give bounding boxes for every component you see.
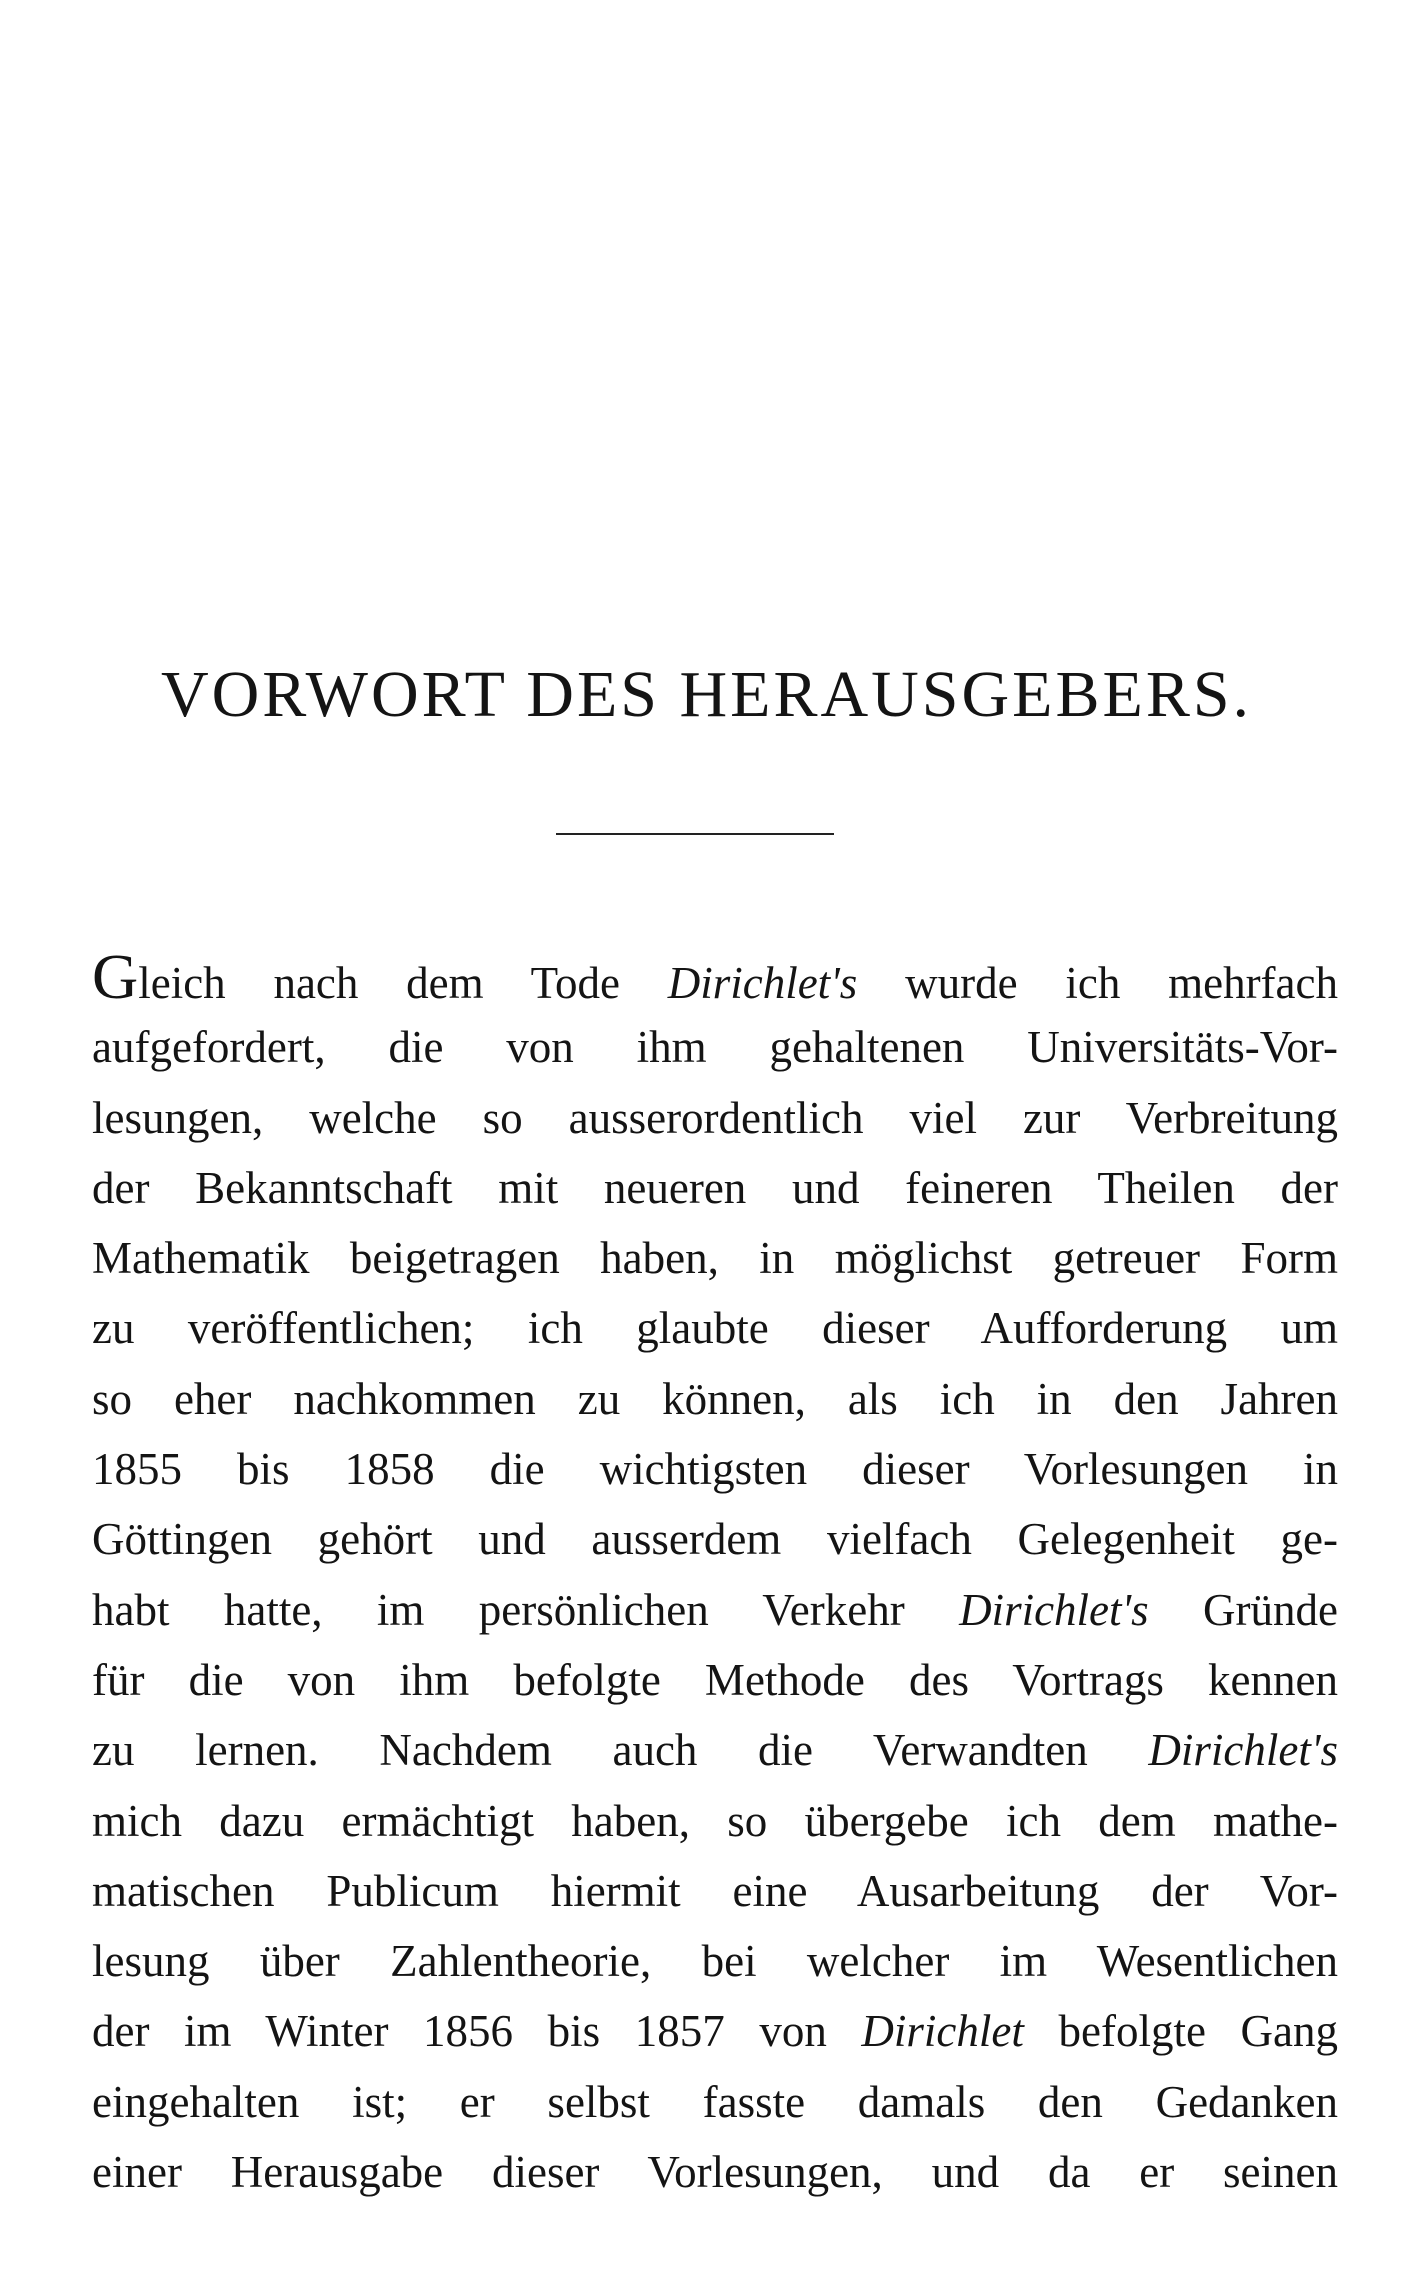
text-line (92, 1996, 1338, 2066)
italic-name: Dirichlet (861, 2006, 1024, 2057)
text-segment: einer Herausgabe dieser Vorlesungen, und da er seinen (92, 2147, 1338, 2198)
text-segment: lesung über Zahlentheorie, bei welcher im Wesentlichen (92, 1936, 1338, 1987)
text-segment: Göttingen gehört und ausserdem vielfach Gelegenheit ge- (92, 1514, 1338, 1565)
text-segment: zu veröffentlichen; ich glaubte dieser Aufforderung um (92, 1303, 1338, 1354)
text-line (92, 1645, 1338, 1715)
text-segment: Mathematik beigetragen haben, in möglichst getreuer Form (92, 1233, 1338, 1284)
text-line (92, 1293, 1338, 1363)
text-line (92, 1434, 1338, 1504)
text-segment: eingehalten ist; er selbst fasste damals den Gedanken (92, 2076, 1338, 2127)
text-line (92, 1504, 1338, 1574)
text-line (92, 1223, 1338, 1293)
text-segment: matischen Publicum hiermit eine Ausarbeitung der Vor- (92, 1865, 1338, 1916)
text-segment: aufgefordert, die von ihm gehaltenen Universitäts-Vor- (92, 1022, 1338, 1073)
text-segment: habt hatte, im persönlichen Verkehr (92, 1584, 960, 1635)
text-line (92, 1153, 1338, 1223)
text-segment: wurde ich mehrfach (857, 958, 1338, 1008)
page-heading: VORWORT DES HERAUSGEBERS. (160, 658, 1253, 731)
text-line (92, 1012, 1338, 1082)
text-segment: leich nach dem Tode (138, 958, 668, 1008)
italic-name: Dirichlet's (667, 958, 858, 1008)
text-segment: zu lernen. Nachdem auch die Verwandten (92, 1725, 1149, 1776)
text-segment: lesungen, welche so ausserordentlich viel zur Verbreitung (92, 1092, 1338, 1143)
text-segment: für die von ihm befolgte Methode des Vortrags kennen (92, 1654, 1338, 1705)
text-line (92, 1575, 1338, 1645)
text-segment: befolgte Gang (1023, 2006, 1338, 2057)
text-line (92, 1364, 1338, 1434)
text-line (92, 1786, 1338, 1856)
text-line (92, 2067, 1338, 2137)
text-segment: der im Winter 1856 bis 1857 von (92, 2006, 862, 2057)
text-line (92, 1715, 1338, 1785)
text-segment: mich dazu ermächtigt haben, so übergebe ich dem mathe- (92, 1795, 1338, 1846)
text-line (92, 1856, 1338, 1926)
drop-cap-letter: G (92, 941, 139, 1012)
text-segment: der Bekanntschaft mit neueren und feineren Theilen der (92, 1162, 1338, 1213)
text-line (92, 1926, 1338, 1996)
text-segment: 1855 bis 1858 die wichtigsten dieser Vorlesungen in (92, 1444, 1338, 1495)
italic-name: Dirichlet's (1148, 1725, 1338, 1776)
heading-rule (556, 833, 834, 835)
text-line (92, 942, 1338, 1012)
text-segment: Gründe (1148, 1584, 1338, 1635)
text-line (92, 2137, 1338, 2207)
text-segment: so eher nachkommen zu können, als ich in den Jahren (92, 1373, 1338, 1424)
italic-name: Dirichlet's (959, 1584, 1149, 1635)
preface-paragraph (92, 942, 1338, 2207)
text-line (92, 1083, 1338, 1153)
